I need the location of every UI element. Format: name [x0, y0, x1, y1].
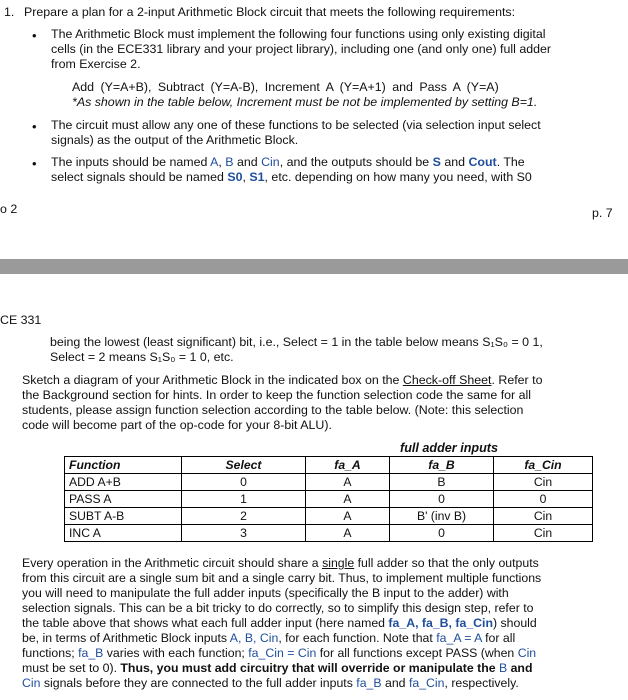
sketch-paragraph [22, 373, 616, 433]
bullet3-line2: select signals should be named S0, S1, etc. depending on how many you need, with S0 [51, 170, 532, 184]
bullet2-line: The circuit must allow any one of these functions to be selected (via selection input select [51, 118, 541, 132]
para-line: be, in terms of Arithmetic Block inputs A, B, Cin, for each function. Note that fa_A = A for all [22, 631, 516, 645]
intro-line: Prepare a plan for a 2-input Arithmetic Block circuit that meets the following requirements: [24, 5, 516, 19]
para-line: functions; fa_B varies with each function; fa_Cin = Cin for all functions except PASS (when Cin [22, 646, 537, 660]
function-select-table [64, 440, 593, 542]
para-line: you will need to manipulate the full adder inputs (specifically the B input to the adder) with [22, 586, 509, 600]
input-cin: Cin [261, 155, 280, 169]
para-line: Cin signals before they are connected to the full adder inputs fa_B and fa_Cin, respectively. [22, 676, 519, 690]
bullet3-line1: The inputs should be named A, B and Cin, and the outputs should be S and Cout. The [51, 155, 525, 169]
bullet3 [51, 155, 601, 185]
bullet-icon: • [32, 156, 37, 171]
table-row: PASS A 1 A 0 0 [65, 491, 593, 508]
functions-note: *As shown in the table below, Increment must be not be implemented by setting B=1. [72, 95, 538, 109]
bullet1-line: The Arithmetic Block must implement the following four functions using only existing digital [51, 27, 546, 41]
bullet2 [51, 118, 601, 148]
header-function: Function [65, 457, 182, 474]
table-row: ADD A+B 0 A B Cin [65, 474, 593, 491]
header-select: Select [182, 457, 306, 474]
bullet2-line: signals) as the output of the Arithmetic Block. [51, 133, 299, 147]
sketch-line: the Background section for hints. In order to keep the function selection code the same for all [22, 388, 532, 402]
group-header: full adder inputs [400, 440, 498, 455]
bullet-icon: • [32, 119, 37, 134]
bullet1-line: from Exercise 2. [51, 57, 141, 71]
para-line: Every operation in the Arithmetic circuit should share a single full adder so that the only outputs [22, 556, 539, 570]
continuation-line: being the lowest (least significant) bit, i.e., Select = 1 in the table below means S₁S₀ = 0 1, [50, 335, 543, 349]
sketch-line: Sketch a diagram of your Arithmetic Block in the indicated box on the Check-off Sheet. Refer to [22, 373, 543, 387]
page-number: p. 7 [592, 206, 613, 220]
select-s1: S1 [249, 170, 265, 184]
output-cout: Cout [468, 155, 497, 169]
bullet-icon: • [32, 28, 37, 43]
functions-line: Add (Y=A+B), Subtract (Y=A-B), Increment A (Y=A+1) and Pass A (Y=A) [72, 80, 499, 94]
para-line: the table above that shows what each full adder input (here named fa_A, fa_B, fa_Cin) should [22, 616, 537, 630]
input-a: A [210, 155, 219, 169]
continuation-line: Select = 2 means S₁S₀ = 1 0, etc. [50, 350, 234, 364]
output-s: S [432, 155, 441, 169]
para-line: must be set to 0). Thus, you must add circuitry that will override or manipulate the B and [22, 661, 533, 675]
sketch-line: students, please assign function selection according to the table below. (Note: this selection [22, 403, 524, 417]
continuation [50, 335, 610, 365]
para-line: selection signals. This can be a bit tricky to do correctly, so to simplify this design step, refer to [22, 601, 534, 615]
bullet1 [51, 27, 601, 72]
check-off-sheet-link[interactable]: Check-off Sheet [402, 373, 492, 387]
bullet1-line: cells (in the ECE331 library and your project library), including one (and only one) full adder [51, 42, 552, 56]
explanation-paragraph [22, 556, 616, 691]
para-line: from this circuit are a single sum bit and a single carry bit. Thus, to implement multiple functions [22, 571, 542, 585]
select-s0: S0 [227, 170, 243, 184]
header-fa-cin: fa_Cin [494, 457, 593, 474]
item-number: 1. [4, 5, 15, 19]
header-fa-b: fa_B [390, 457, 494, 474]
page-header: CE 331 [0, 313, 42, 327]
header-fa-a: fa_A [306, 457, 390, 474]
sketch-line: code will become part of the op-code for your 8-bit ALU). [22, 418, 332, 432]
table-row: SUBT A-B 2 A B' (inv B) Cin [65, 508, 593, 525]
page-divider [0, 259, 628, 274]
table-row: INC A 3 A 0 Cin [65, 525, 593, 542]
page-footer-left: o 2 [0, 202, 18, 216]
input-b: B [225, 155, 234, 169]
single-emphasis: single [322, 556, 355, 570]
